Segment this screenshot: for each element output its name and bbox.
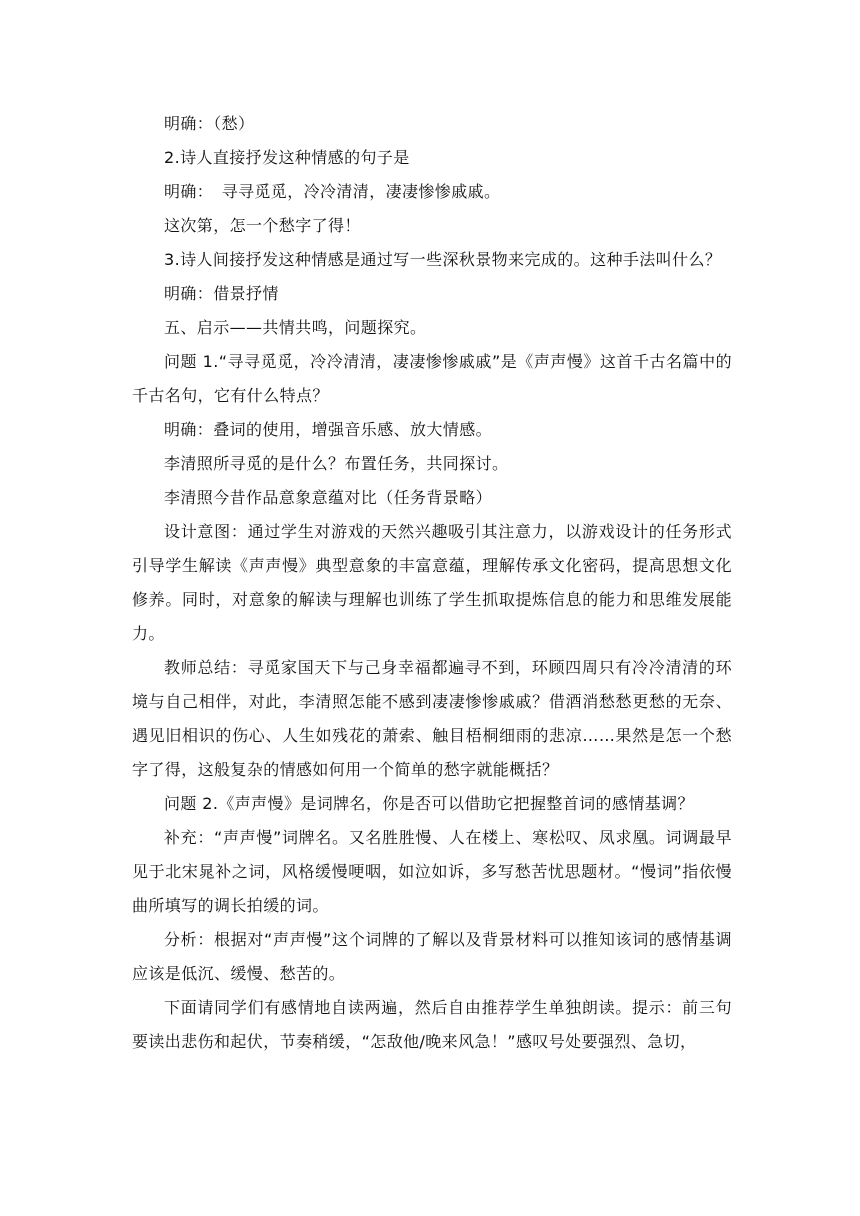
paragraph-question-3: 3.诗人间接抒发这种情感是通过写一些深秋景物来完成的。这种手法叫什么？	[164, 250, 722, 269]
paragraph-problem-2: 问题 2.《声声慢》是词牌名，你是否可以借助它把握整首词的感情基调？	[164, 794, 694, 813]
paragraph-task-assignment: 李清照所寻觅的是什么？布置任务，共同探讨。	[164, 454, 509, 473]
paragraph-supplement: 补充：“声声慢”词牌名。又名胜胜慢、人在楼上、寒松叹、凤求凰。词调最早见于北宋晁补之词，风格缓慢哽咽，如泣如诉，多写愁苦忧思题材。“慢词”指依慢曲所填写的调长拍缓的词。	[132, 828, 732, 915]
paragraph-teacher-summary: 教师总结：寻觅家国天下与己身幸福都遍寻不到，环顾四周只有冷冷清清的环境与自己相伴，对此，李清照怎能不感到凄凄惨惨戚戚？借酒消愁愁更愁的无奈、遇见旧相识的伤心、人生如残花的萧索、触目梧桐细雨的悲凉……果然是怎一个愁字了得，这般复杂的情感如何用一个简单的愁字就能概括？	[132, 658, 732, 779]
paragraph-answer-reduplication-line: 明确： 寻寻觅觅，冷冷清清，凄凄惨惨戚戚。	[164, 182, 501, 201]
paragraph-reading-guidance: 下面请同学们有感情地自读两遍，然后自由推荐学生单独朗读。提示：前三句要读出悲伤和起伏，节奏稍缓，“怎敌他/晚来风急！”感叹号处要强烈、急切，	[132, 998, 732, 1051]
paragraph-closing-line: 这次第，怎一个愁字了得！	[164, 216, 361, 235]
paragraph-answer-reduplicated-words: 明确：叠词的使用，增强音乐感、放大情感。	[164, 420, 493, 439]
paragraph-answer-sorrow: 明确：（愁）	[164, 114, 255, 133]
document-body	[132, 107, 732, 1059]
paragraph-analysis: 分析：根据对“声声慢”这个词牌的了解以及背景材料可以推知该词的感情基调应该是低沉、缓慢、愁苦的。	[132, 930, 732, 983]
section-heading-inspiration: 五、启示——共情共鸣，问题探究。	[164, 318, 427, 337]
paragraph-design-intent: 设计意图：通过学生对游戏的天然兴趣吸引其注意力，以游戏设计的任务形式引导学生解读《声声慢》典型意象的丰富意蕴，理解传承文化密码，提高思想文化修养。同时，对意象的解读与理解也训练了学生抓取提炼信息的能力和思维发展能力。	[132, 522, 732, 643]
paragraph-answer-technique: 明确：借景抒情	[164, 284, 279, 303]
paragraph-imagery-comparison: 李清照今昔作品意象意蕴对比（任务背景略）	[164, 488, 493, 507]
paragraph-problem-1: 问题 1.“寻寻觅觅，冷冷清清，凄凄惨惨戚戚”是《声声慢》这首千古名篇中的千古名句，它有什么特点？	[132, 352, 732, 405]
paragraph-question-2: 2.诗人直接抒发这种情感的句子是	[164, 148, 410, 167]
